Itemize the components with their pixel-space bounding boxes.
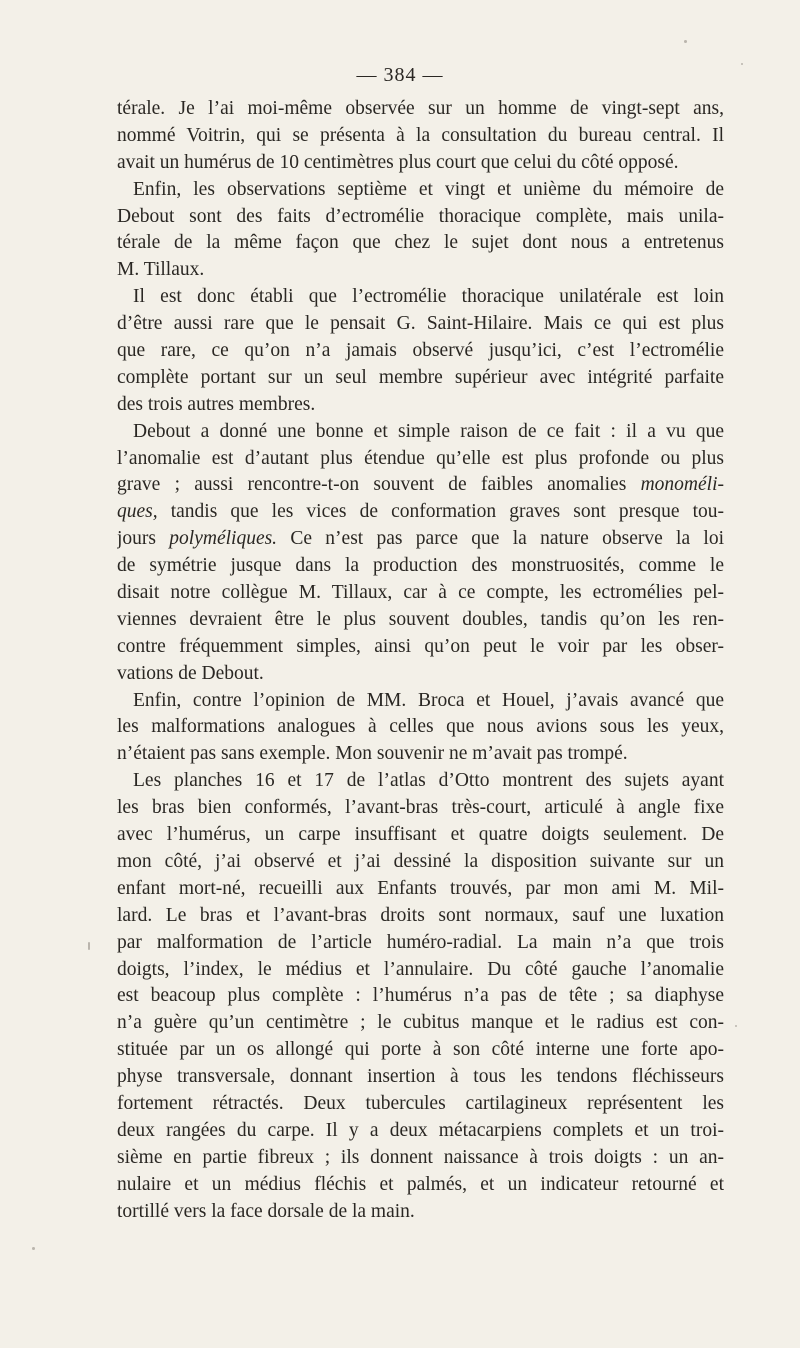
line-text: viennes devraient être le plus souvent doubles, tandis qu’on les ren- xyxy=(117,608,724,630)
line-text: deux rangées du carpe. Il y a deux métacarpiens complets et un troi- xyxy=(117,1119,724,1141)
line-text: vations de Debout. xyxy=(117,662,264,684)
text-line xyxy=(117,661,724,688)
line-text: tortillé vers la face dorsale de la main. xyxy=(117,1200,415,1222)
line-text: de symétrie jusque dans la production des monstruosités, comme le xyxy=(117,555,724,577)
text-line xyxy=(117,204,724,231)
text-line xyxy=(117,230,724,257)
text-line xyxy=(117,741,724,768)
paper-speck xyxy=(735,1025,737,1027)
line-text: avait un humérus de 10 centimètres plus court que celui du côté opposé. xyxy=(117,151,679,173)
line-text: tandis que les vices de conformation graves sont presque tou- xyxy=(157,501,724,523)
line-text: Il est donc établi que l’ectromélie thoracique unilatérale est loin xyxy=(133,286,724,308)
text-line xyxy=(117,1172,724,1199)
line-text: est beacoup plus complète : l’humérus n’a pas de tête ; sa diaphyse xyxy=(117,985,724,1007)
text-line xyxy=(117,688,724,715)
line-text: Les planches 16 et 17 de l’atlas d’Otto montrent des sujets ayant xyxy=(133,770,724,792)
text-line xyxy=(117,150,724,177)
italic-text: polyméliques. xyxy=(169,528,278,550)
text-line xyxy=(117,123,724,150)
text-line xyxy=(117,822,724,849)
line-text: les bras bien conformés, l’avant-bras très-court, articulé à angle fixe xyxy=(117,797,724,819)
text-line xyxy=(117,930,724,957)
line-text: nulaire et un médius fléchis et palmés, et un indicateur retourné et xyxy=(117,1173,724,1195)
italic-text: monoméli- xyxy=(640,474,724,496)
line-text: enfant mort-né, recueilli aux Enfants trouvés, par mon ami M. Mil- xyxy=(117,877,724,899)
line-text: les malformations analogues à celles que nous avions sous les yeux, xyxy=(117,716,724,738)
line-text: Debout a donné une bonne et simple raison de ce fait : il a vu que xyxy=(133,420,724,442)
line-text: Enfin, contre l’opinion de MM. Broca et Houel, j’avais avancé que xyxy=(133,689,724,711)
text-line xyxy=(117,1145,724,1172)
text-line xyxy=(117,903,724,930)
text-line xyxy=(117,311,724,338)
text-line xyxy=(117,338,724,365)
line-text: n’a guère qu’un centimètre ; le cubitus manque et le radius est con- xyxy=(117,1012,724,1034)
line-text: contre fréquemment simples, ainsi qu’on peut le voir par les obser- xyxy=(117,635,724,657)
text-line xyxy=(117,849,724,876)
text-line xyxy=(117,634,724,661)
line-text: par malformation de l’article huméro-radial. La main n’a que trois xyxy=(117,931,724,953)
line-text: jours xyxy=(117,528,170,550)
text-line xyxy=(117,983,724,1010)
text-line xyxy=(117,607,724,634)
text-line xyxy=(117,96,724,123)
line-text: nommé Voitrin, qui se présenta à la consultation du bureau central. Il xyxy=(117,124,724,146)
text-line xyxy=(117,580,724,607)
text-line xyxy=(117,499,724,526)
line-text: physe transversale, donnant insertion à tous les tendons fléchisseurs xyxy=(117,1066,724,1088)
line-text: stituée par un os allongé qui porte à son côté interne une forte apo- xyxy=(117,1039,724,1061)
line-text: l’anomalie est d’autant plus étendue qu’elle est plus profonde ou plus xyxy=(117,447,724,469)
paper-speck xyxy=(32,1247,35,1250)
text-line xyxy=(117,1064,724,1091)
italic-text: ques, xyxy=(117,501,158,523)
line-text: mon côté, j’ai observé et j’ai dessiné la disposition suivante sur un xyxy=(117,850,724,872)
text-line xyxy=(117,446,724,473)
line-text: térale de la même façon que chez le sujet dont nous a entretenus xyxy=(117,232,724,254)
text-line xyxy=(117,957,724,984)
text-line xyxy=(117,177,724,204)
line-text: Enfin, les observations septième et vingt et unième du mémoire de xyxy=(133,178,724,200)
paper-speck xyxy=(684,40,687,43)
text-line xyxy=(117,553,724,580)
line-text: sième en partie fibreux ; ils donnent naissance à trois doigts : un an- xyxy=(117,1146,724,1168)
line-text: avec l’humérus, un carpe insuffisant et quatre doigts seulement. De xyxy=(117,824,724,846)
line-text: lard. Le bras et l’avant-bras droits sont normaux, sauf une luxation xyxy=(117,904,724,926)
line-text: grave ; aussi rencontre-t-on souvent de faibles anomalies xyxy=(117,474,641,496)
paper-speck xyxy=(88,942,90,950)
line-text: M. Tillaux. xyxy=(117,259,205,281)
text-line xyxy=(117,1091,724,1118)
line-text: disait notre collègue M. Tillaux, car à ce compte, les ectromélies pel- xyxy=(117,582,724,604)
text-line xyxy=(117,365,724,392)
line-text: Ce n’est pas parce que la nature observe la loi xyxy=(277,528,724,550)
text-line xyxy=(117,257,724,284)
line-text: n’étaient pas sans exemple. Mon souvenir ne m’avait pas trompé. xyxy=(117,743,628,765)
line-text: des trois autres membres. xyxy=(117,393,316,415)
text-line xyxy=(117,284,724,311)
line-text: Debout sont des faits d’ectromélie thoracique complète, mais unila- xyxy=(117,205,724,227)
line-text: térale. Je l’ai moi-même observée sur un homme de vingt-sept ans, xyxy=(117,98,724,119)
line-text: fortement rétractés. Deux tubercules cartilagineux représentent les xyxy=(117,1092,724,1114)
text-line xyxy=(117,1118,724,1145)
page-number: — 384 — xyxy=(356,64,444,86)
text-line xyxy=(117,1010,724,1037)
text-line xyxy=(117,392,724,419)
text-line xyxy=(117,526,724,553)
line-text: doigts, l’index, le médius et l’annulaire. Du côté gauche l’anomalie xyxy=(117,958,724,980)
line-text: complète portant sur un seul membre supérieur avec intégrité parfaite xyxy=(117,366,724,388)
text-line xyxy=(117,768,724,795)
text-line xyxy=(117,419,724,446)
text-line xyxy=(117,795,724,822)
body-text xyxy=(117,96,724,1225)
paper-speck xyxy=(741,63,743,65)
text-line xyxy=(117,472,724,499)
line-text: que rare, ce qu’on n’a jamais observé jusqu’ici, c’est l’ectromélie xyxy=(117,340,724,362)
text-line xyxy=(117,1199,724,1226)
text-line xyxy=(117,876,724,903)
line-text: d’être aussi rare que le pensait G. Saint-Hilaire. Mais ce qui est plus xyxy=(117,313,724,335)
text-line xyxy=(117,1037,724,1064)
text-line xyxy=(117,714,724,741)
